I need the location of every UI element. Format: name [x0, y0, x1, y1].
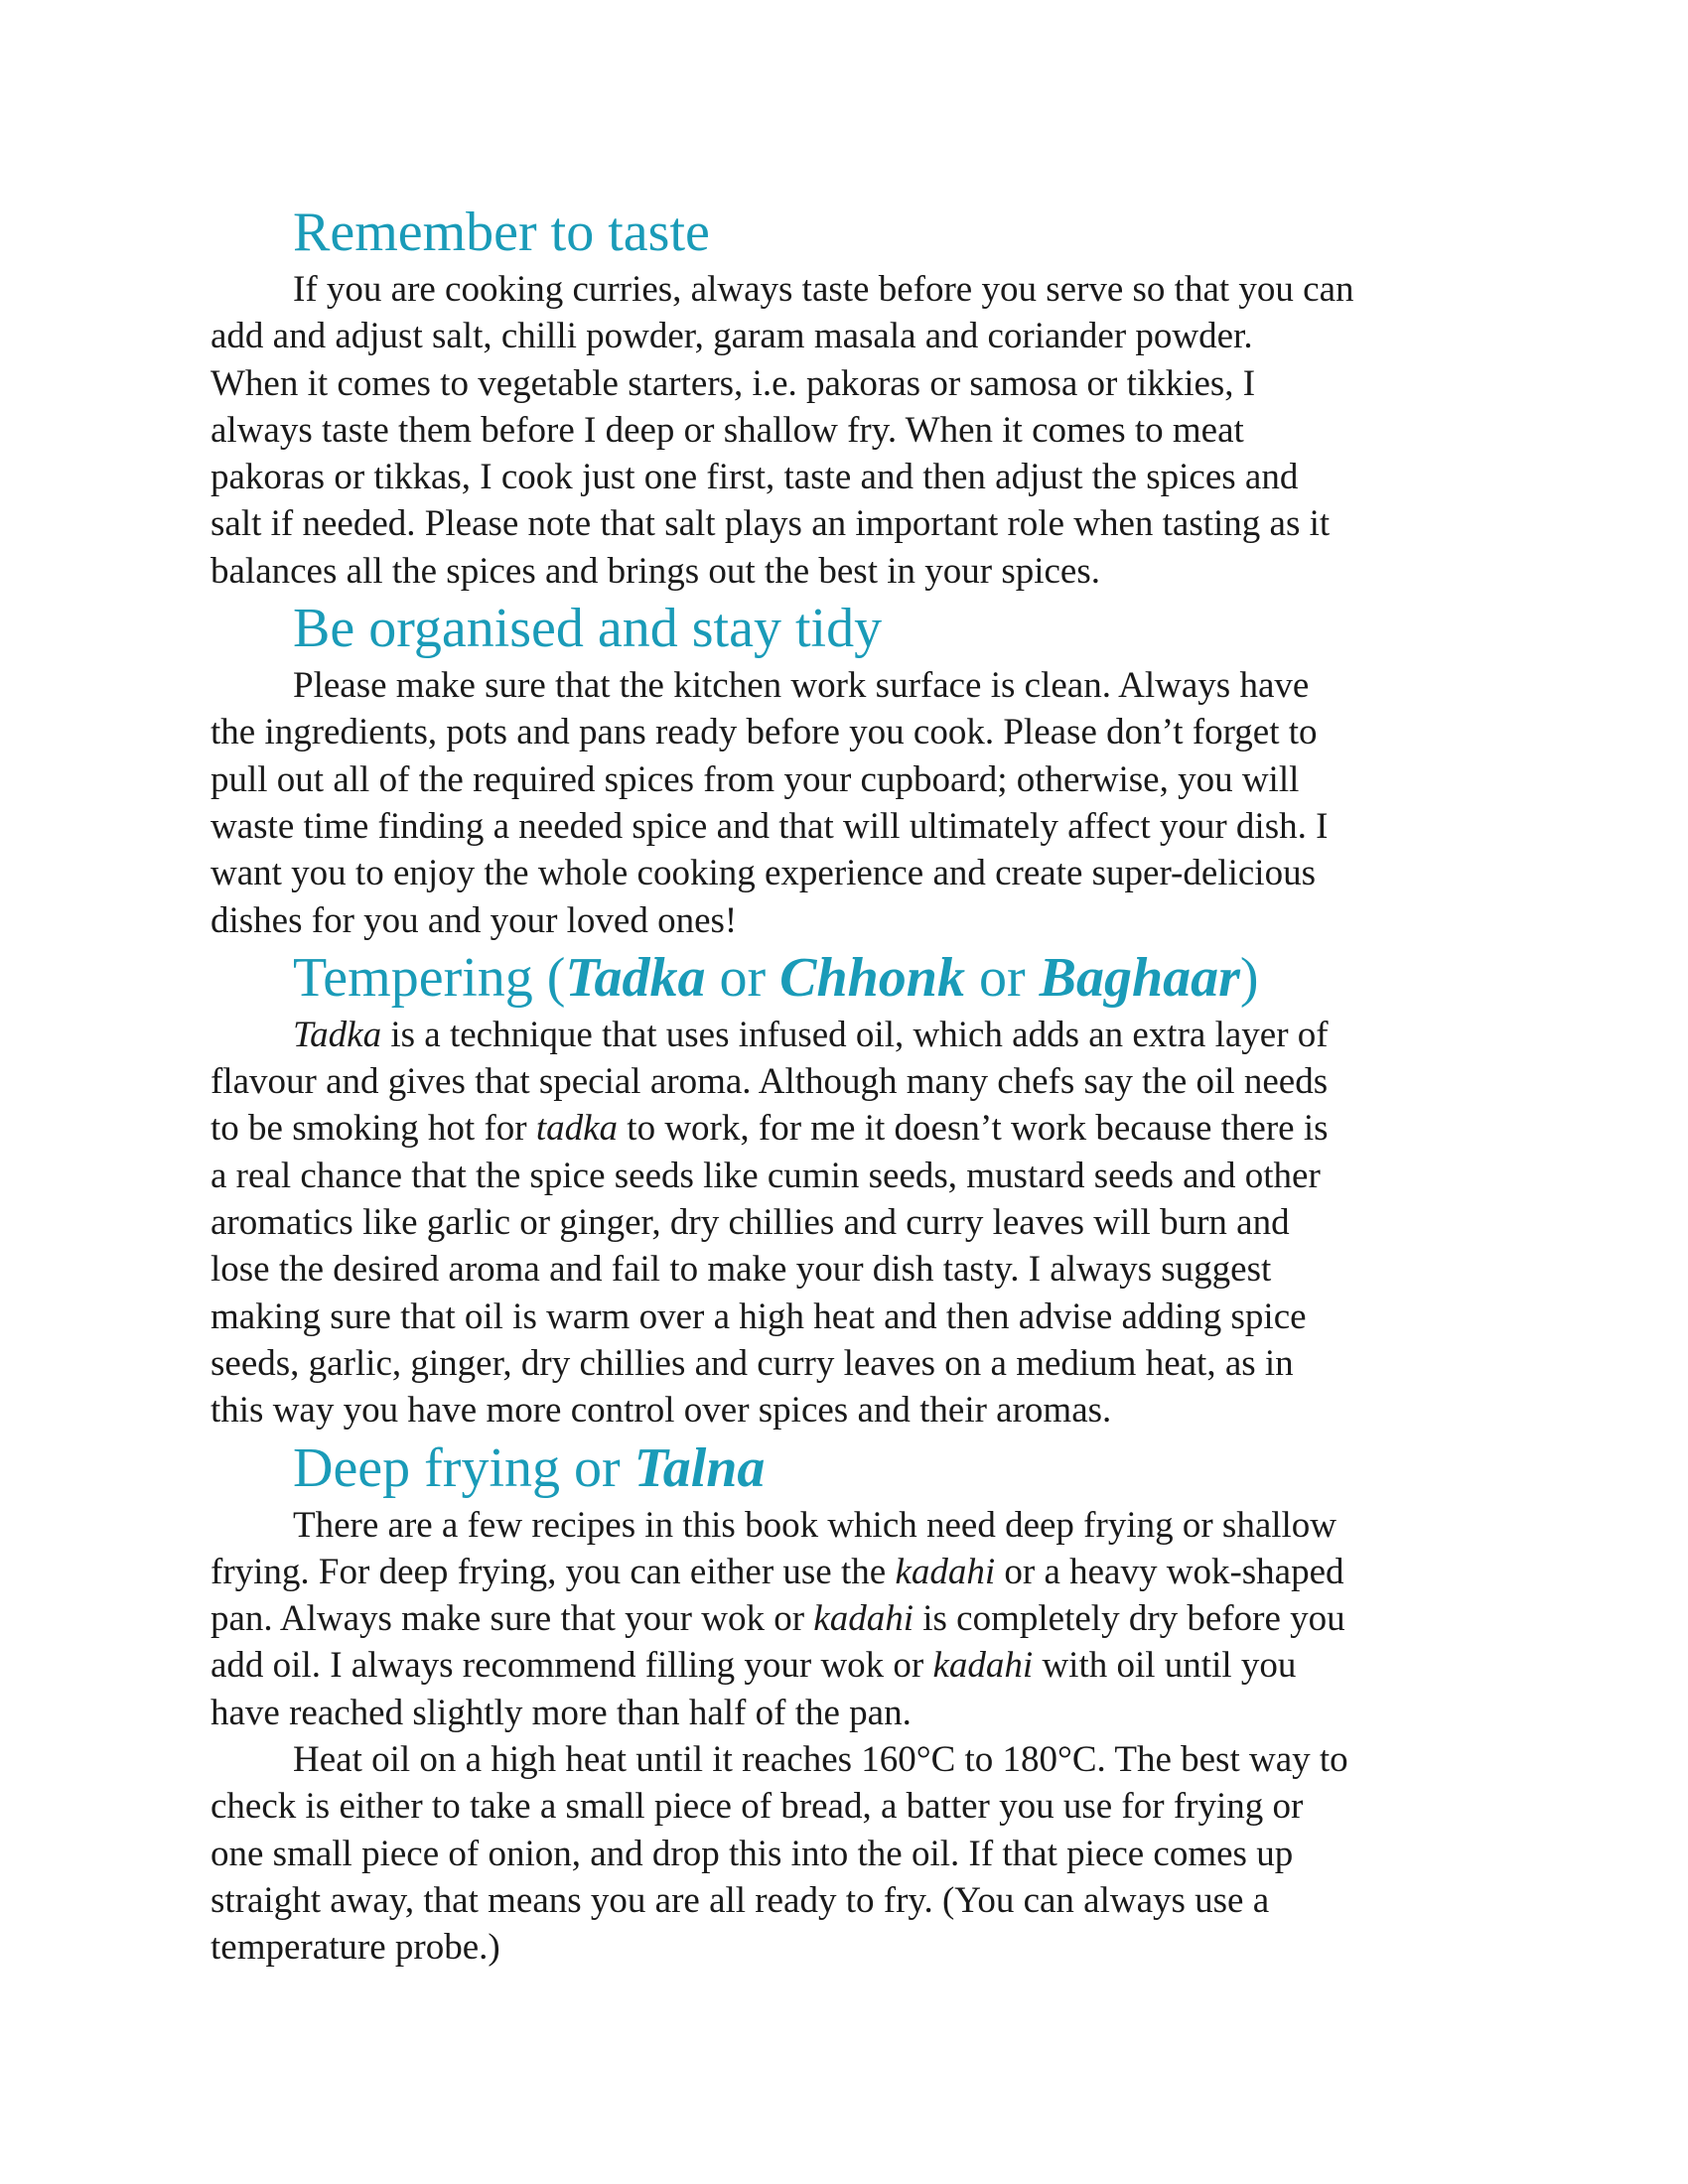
document-page	[211, 199, 1491, 1972]
heading-text: or	[964, 946, 1040, 1009]
text-line: lose the desired aroma and fail to make your dish tasty. I always suggest	[211, 1249, 1272, 1291]
paragraph-deep-frying-2	[211, 1736, 1491, 1971]
text-line: flavour and gives that special aroma. Although many chefs say the oil needs	[211, 1061, 1329, 1103]
text-line: balances all the spices and brings out the best in your spices.	[211, 550, 1101, 592]
text-line: temperature probe.)	[211, 1927, 500, 1969]
heading-term-talna: Talna	[633, 1436, 766, 1499]
heading-text: Tempering (	[293, 946, 566, 1009]
text-line: want you to enjoy the whole cooking experience and create super-delicious	[211, 853, 1316, 894]
text-run: is completely dry before you	[914, 1598, 1345, 1640]
text-line	[211, 1642, 1491, 1689]
text-line: seeds, garlic, ginger, dry chillies and curry leaves on a medium heat, as in	[211, 1342, 1294, 1384]
text-line: Please make sure that the kitchen work surface is clean. Always have	[293, 665, 1310, 707]
text-line: one small piece of onion, and drop this into the oil. If that piece comes up	[211, 1833, 1294, 1874]
heading-be-organised: Be organised and stay tidy	[293, 598, 883, 660]
heading-text: or	[705, 946, 780, 1009]
term-tadka: Tadka	[293, 1014, 382, 1055]
text-run: pan. Always make sure that your wok or	[211, 1598, 814, 1640]
text-line: a real chance that the spice seeds like cumin seeds, mustard seeds and other	[211, 1155, 1321, 1196]
text-line: always taste them before I deep or shallow fry. When it comes to meat	[211, 409, 1244, 451]
text-line: aromatics like garlic or ginger, dry chillies and curry leaves will burn and	[211, 1202, 1290, 1244]
paragraph-remember-to-taste	[211, 266, 1491, 595]
text-line: have reached slightly more than half of the pan.	[211, 1692, 912, 1733]
text-line: Heat oil on a high heat until it reaches 160°C to 180°C. The best way to	[293, 1739, 1348, 1781]
heading-remember-to-taste: Remember to taste	[293, 202, 710, 263]
heading-tempering	[211, 944, 1491, 1012]
paragraph-be-organised	[211, 662, 1491, 944]
text-line: pakoras or tikkas, I cook just one first, taste and then adjust the spices and	[211, 457, 1299, 498]
text-line	[211, 1012, 1491, 1058]
term-kadahi: kadahi	[895, 1551, 996, 1592]
heading-text: )	[1239, 946, 1259, 1009]
text-line: If you are cooking curries, always taste before you serve so that you can	[293, 269, 1354, 310]
text-line: waste time finding a needed spice and that will ultimately affect your dish. I	[211, 805, 1329, 847]
text-line: When it comes to vegetable starters, i.e. pakoras or samosa or tikkies, I	[211, 362, 1256, 404]
text-run: frying. For deep frying, you can either use the	[211, 1551, 896, 1592]
text-line: this way you have more control over spices and their aromas.	[211, 1390, 1112, 1432]
text-run: with oil until you	[1033, 1645, 1297, 1687]
paragraph-deep-frying-1	[211, 1502, 1491, 1736]
text-run: is a technique that uses infused oil, which adds an extra layer of	[381, 1014, 1329, 1055]
text-line	[211, 1549, 1491, 1595]
text-line: straight away, that means you are all ready to fry. (You can always use a	[211, 1879, 1270, 1921]
text-line: the ingredients, pots and pans ready before you cook. Please don’t forget to	[211, 712, 1318, 753]
term-tadka: tadka	[535, 1108, 619, 1150]
text-line: There are a few recipes in this book which need deep frying or shallow	[293, 1504, 1337, 1546]
text-run: add oil. I always recommend filling your wok or	[211, 1645, 933, 1687]
heading-term-tadka: Tadka	[565, 946, 706, 1009]
term-kadahi: kadahi	[813, 1598, 914, 1640]
text-line: salt if needed. Please note that salt plays an important role when tasting as it	[211, 503, 1331, 545]
text-run: to work, for me it doesn’t work because there is	[618, 1108, 1329, 1150]
text-line: check is either to take a small piece of bread, a batter you use for frying or	[211, 1786, 1304, 1828]
text-line: pull out all of the required spices from your cupboard; otherwise, you will	[211, 758, 1300, 800]
paragraph-tempering	[211, 1012, 1491, 1434]
term-kadahi: kadahi	[932, 1645, 1034, 1687]
text-run: to be smoking hot for	[211, 1108, 536, 1150]
text-line	[211, 1595, 1491, 1642]
heading-term-baghaar: Baghaar	[1039, 946, 1240, 1009]
heading-deep-frying	[211, 1434, 1491, 1502]
text-line: add and adjust salt, chilli powder, garam masala and coriander powder.	[211, 316, 1253, 357]
heading-term-chhonk: Chhonk	[779, 946, 965, 1009]
text-run: or a heavy wok-shaped	[995, 1551, 1344, 1592]
text-line: dishes for you and your loved ones!	[211, 899, 738, 941]
text-line: making sure that oil is warm over a high heat and then advise adding spice	[211, 1296, 1307, 1337]
heading-text: Deep frying or	[293, 1436, 634, 1499]
text-line	[211, 1105, 1491, 1152]
